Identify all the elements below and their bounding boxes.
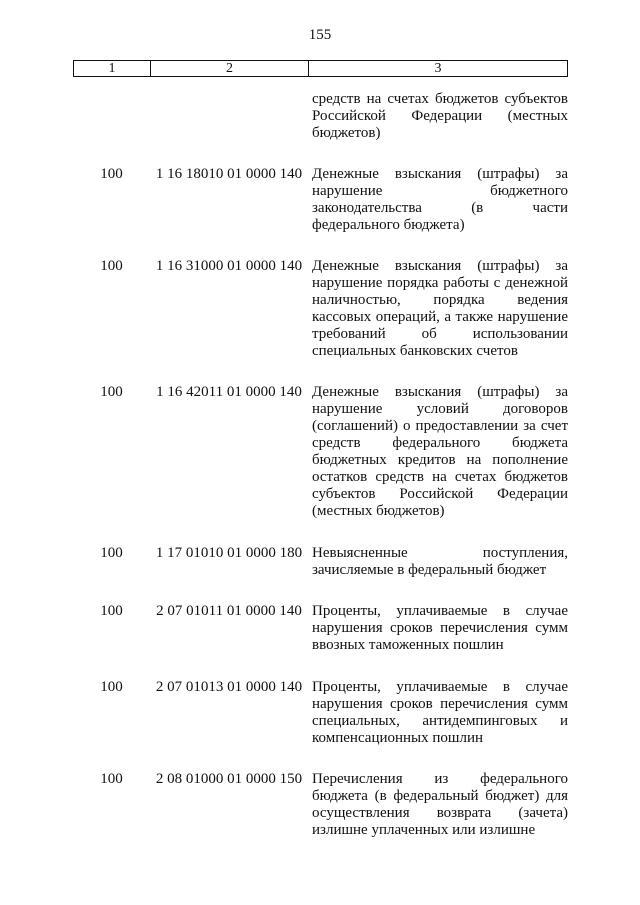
header-col-1: 1 [74, 61, 151, 76]
header-col-3: 3 [434, 61, 442, 76]
admin-code: 100 [100, 603, 123, 619]
admin-code: 100 [100, 679, 123, 695]
income-description: Перечисления из федерального бюджета (в федеральный бюджет) для осуществления возврата (зачета) излишне уплаченных или излишне [312, 771, 568, 838]
admin-code: 100 [100, 258, 123, 274]
income-description: Денежные взыскания (штрафы) за нарушение бюджетного законодательства (в части федерального бюджета) [312, 166, 568, 233]
admin-code: 100 [100, 545, 123, 561]
income-description: Проценты, уплачиваемые в случае нарушения сроков перечисления сумм специальных, антидемпинговых и компенсационных пошлин [312, 679, 568, 746]
page-number: 155 [308, 27, 332, 43]
admin-code: 100 [100, 384, 123, 400]
admin-code: 100 [100, 771, 123, 787]
income-code: 2 07 01011 01 0000 140 [156, 603, 302, 619]
income-description: Денежные взыскания (штрафы) за нарушение условий договоров (соглашений) о предоставлении за счет средств федерального бюджета бюджетных кредитов на пополнение остатков средств на счетах бюджетов субъектов Российской Федерации (местных бюджетов) [312, 384, 568, 519]
income-description: Невыясненные поступления, зачисляемые в федеральный бюджет [312, 545, 568, 578]
income-code: 1 16 18010 01 0000 140 [155, 166, 303, 182]
income-description: Проценты, уплачиваемые в случае нарушения сроков перечисления сумм ввозных таможенных пошлин [312, 603, 568, 653]
income-code: 1 16 31000 01 0000 140 [155, 258, 303, 274]
table-header [73, 60, 568, 77]
header-col-2: 2 [151, 61, 309, 76]
income-code: 2 07 01013 01 0000 140 [155, 679, 303, 695]
income-code: 1 17 01010 01 0000 180 [155, 545, 303, 561]
income-description: средств на счетах бюджетов субъектов Российской Федерации (местных бюджетов) [312, 91, 568, 141]
income-description: Денежные взыскания (штрафы) за нарушение порядка работы с денежной наличностью, порядка ведения кассовых операций, а также нарушение требований об использовании специальных банковских счетов [312, 258, 568, 359]
income-code: 2 08 01000 01 0000 150 [155, 771, 303, 787]
admin-code: 100 [100, 166, 123, 182]
income-code: 1 16 42011 01 0000 140 [156, 384, 302, 400]
